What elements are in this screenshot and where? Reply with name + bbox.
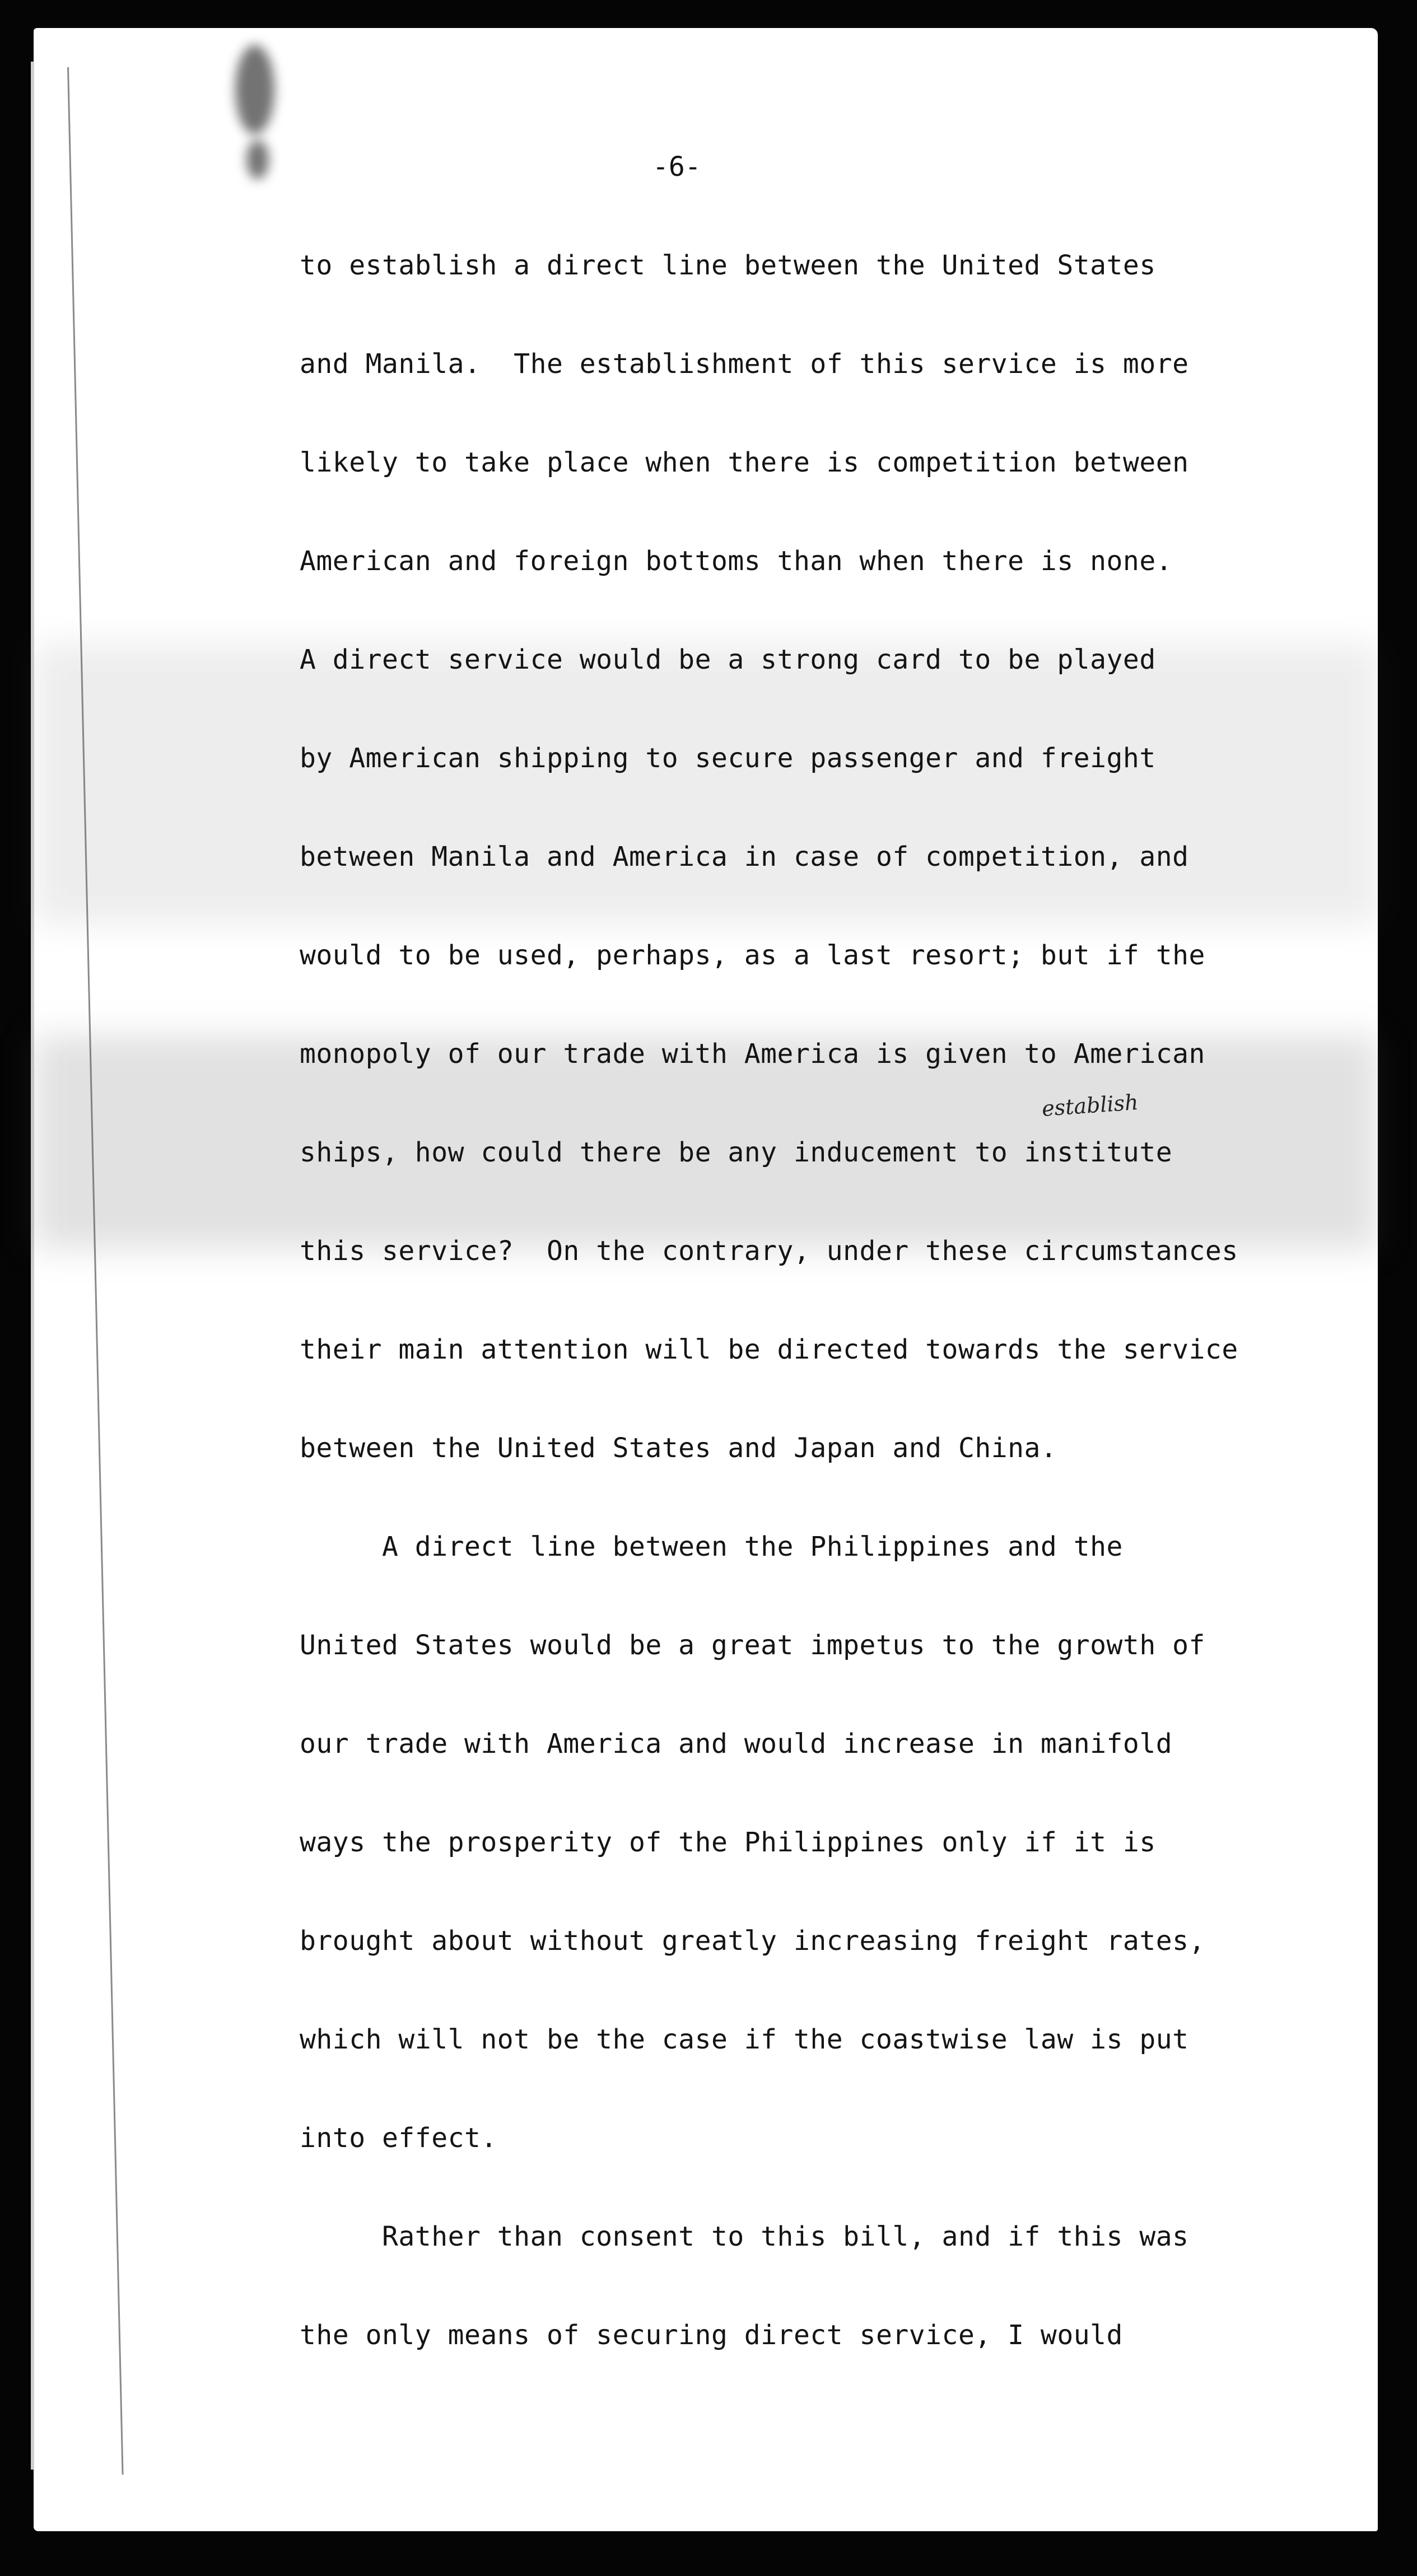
ink-smudge: [235, 45, 274, 134]
text-line: American and foreign bottoms than when there is none.: [300, 545, 1173, 577]
handwritten-correction: establish: [1041, 1090, 1139, 1121]
text-line: the only means of securing direct service, I would: [300, 2320, 1123, 2351]
stain-band: [34, 644, 1378, 924]
text-line: likely to take place when there is competition between: [300, 447, 1189, 478]
paper-sheet: [34, 28, 1378, 2531]
text-line: into effect.: [300, 2122, 497, 2154]
text-line: between Manila and America in case of competition, and: [300, 841, 1189, 872]
text-line: A direct line between the Philippines and the: [300, 1531, 1123, 1562]
text-line: ships, how could there be any inducement to institute: [300, 1137, 1173, 1168]
text-line: A direct service would be a strong card to be played: [300, 644, 1156, 675]
text-line: by American shipping to secure passenger and freight: [300, 743, 1156, 774]
paper-edge: [31, 62, 34, 2470]
text-line: our trade with America and would increase in manifold: [300, 1728, 1173, 1760]
text-line: monopoly of our trade with America is given to American: [300, 1038, 1205, 1070]
text-line: United States would be a great impetus to the growth of: [300, 1630, 1205, 1661]
text-line: which will not be the case if the coastwise law is put: [300, 2024, 1189, 2055]
text-line: brought about without greatly increasing freight rates,: [300, 1925, 1205, 1957]
text-line: between the United States and Japan and China.: [300, 1432, 1057, 1464]
ink-smudge: [246, 140, 269, 179]
text-line: to establish a direct line between the United States: [300, 250, 1156, 281]
text-line: this service? On the contrary, under these circumstances: [300, 1235, 1238, 1267]
text-line: would to be used, perhaps, as a last resort; but if the: [300, 940, 1205, 971]
text-line: and Manila. The establishment of this service is more: [300, 348, 1189, 380]
text-line: their main attention will be directed towards the service: [300, 1334, 1238, 1365]
text-line: Rather than consent to this bill, and if this was: [300, 2221, 1189, 2252]
text-line: ways the prosperity of the Philippines only if it is: [300, 1827, 1156, 1858]
page-number: -6-: [652, 151, 701, 183]
